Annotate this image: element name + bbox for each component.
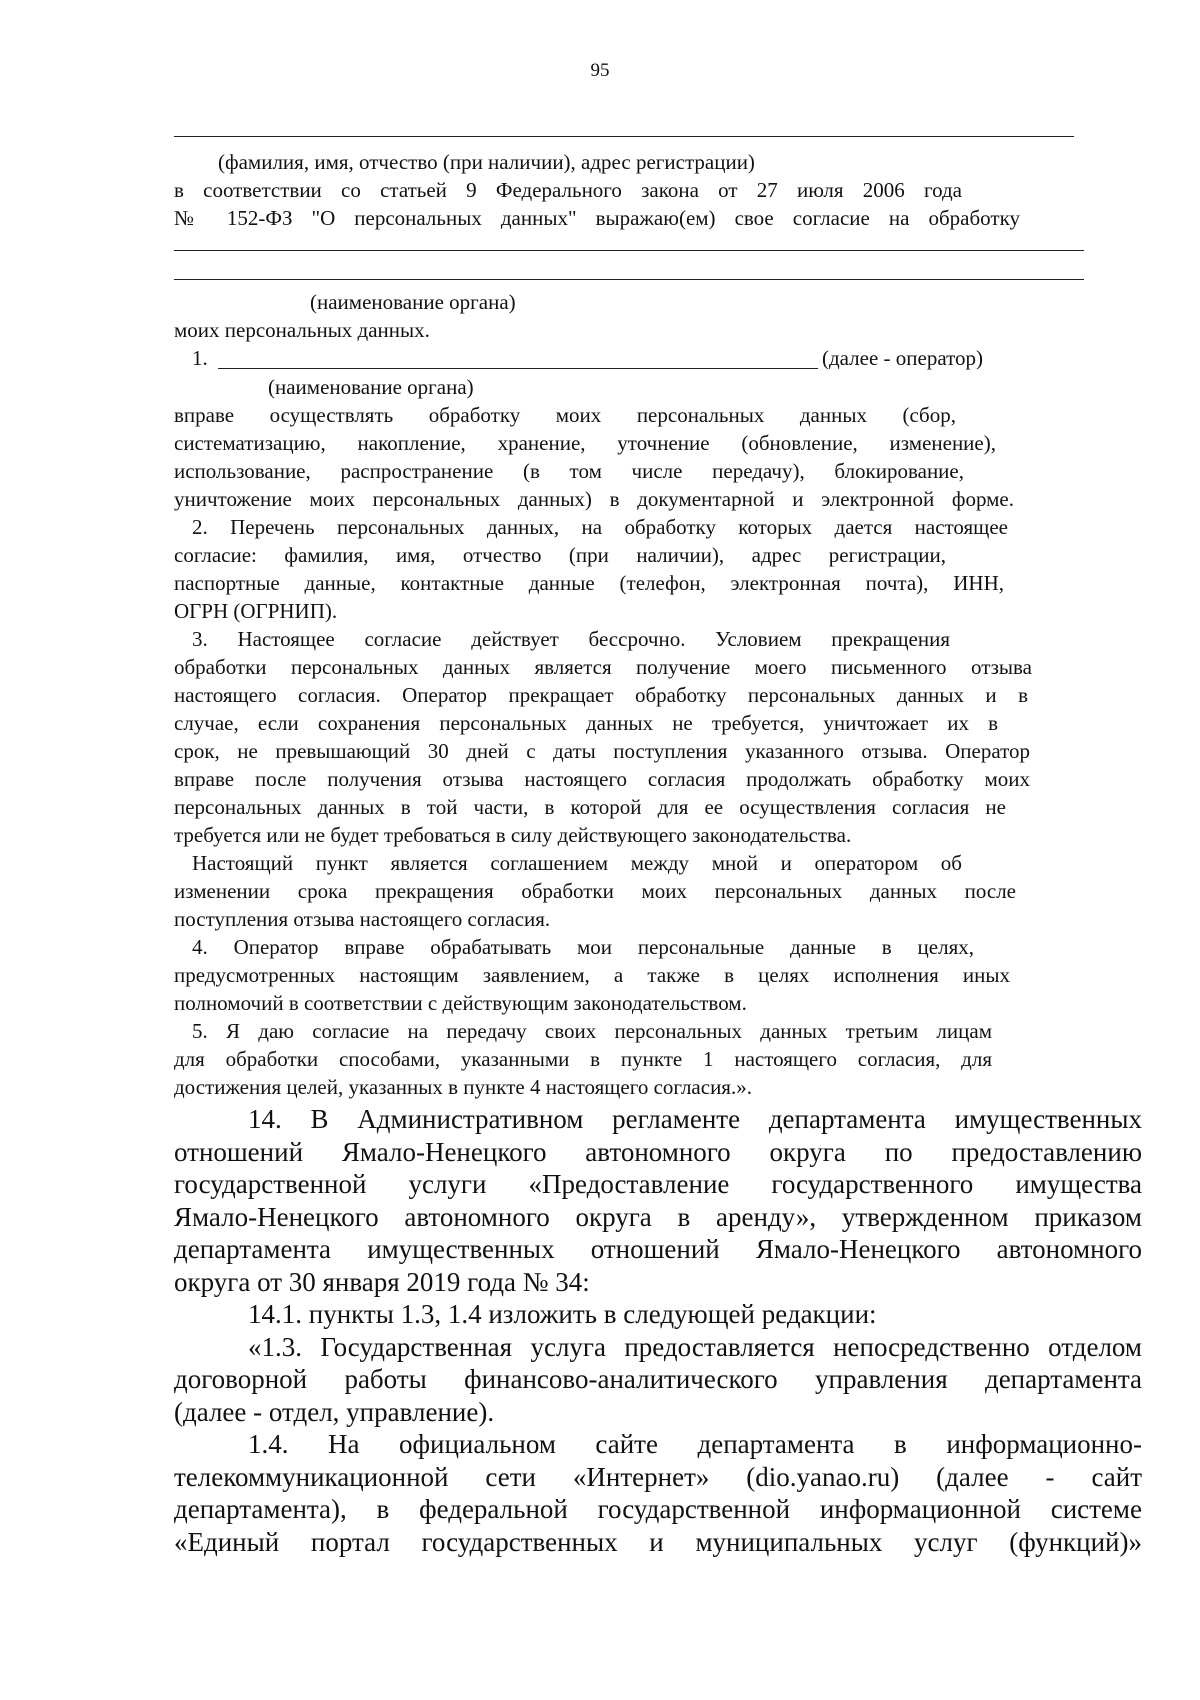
item4-line: 4. Оператор вправе обрабатывать мои персональные данные в целях, <box>192 935 974 959</box>
law-line-1: в соответствии со статьей 9 Федерального закона от 27 июля 2006 года <box>174 178 962 202</box>
item4-line: полномочий в соответствии с действующим законодательством. <box>174 991 747 1015</box>
para14-line: департамента имущественных отношений Ямало-Ненецкого автономного <box>174 1234 1142 1264</box>
amendment-body <box>174 1103 1142 1558</box>
item3-line: обработки персональных данных является получение моего письменного отзыва <box>174 655 1032 679</box>
caption-organ-2: (наименование органа) <box>268 375 474 399</box>
organ-blank-line-2 <box>174 279 1084 280</box>
para14-line: 14. В Административном регламенте департамента имущественных <box>248 1104 1142 1134</box>
para14-line: отношений Ямало-Ненецкого автономного округа по предоставлению <box>174 1136 1142 1167</box>
item5-line: 5. Я даю согласие на передачу своих персональных данных третьим лицам <box>192 1019 992 1043</box>
item3b-line: изменении срока прекращения обработки моих персональных данных после <box>174 879 1016 903</box>
item2-line: ОГРН (ОГРНИП). <box>174 599 338 623</box>
item1-line: систематизацию, накопление, хранение, уточнение (обновление, изменение), <box>174 431 996 455</box>
para14-line: государственной услуги «Предоставление государственного имущества <box>174 1169 1142 1199</box>
fio-blank-line <box>174 136 1074 137</box>
law-line-2: № 152-ФЗ "О персональных данных" выражаю(ем) свое согласие на обработку <box>174 206 1020 230</box>
caption-organ-1: (наименование органа) <box>310 290 516 314</box>
page-number: 95 <box>590 60 610 81</box>
para1-3-line: договорной работы финансово-аналитического управления департамента <box>174 1364 1142 1394</box>
item2-line: согласие: фамилия, имя, отчество (при наличии), адрес регистрации, <box>174 543 946 567</box>
para1-4-line: телекоммуникационной сети «Интернет» (dio.yanao.ru) (далее - сайт <box>174 1461 1142 1492</box>
operator-blank-line <box>218 368 818 369</box>
item5-line: для обработки способами, указанными в пункте 1 настоящего согласия, для <box>174 1047 992 1071</box>
para14-line: округа от 30 января 2019 года № 34: <box>174 1266 590 1297</box>
item1-line: уничтожение моих персональных данных) в документарной и электронной форме. <box>174 487 1014 511</box>
para1-4-line: 1.4. На официальном сайте департамента в информационно- <box>248 1429 1142 1459</box>
item1-operator: (далее - оператор) <box>822 346 984 370</box>
item3b-line: поступления отзыва настоящего согласия. <box>174 907 551 931</box>
item1-number: 1. <box>192 346 208 370</box>
my-data-text: моих персональных данных. <box>174 318 430 342</box>
consent-items <box>174 401 1032 1101</box>
item3b-line: Настоящий пункт является соглашением между мной и оператором об <box>192 851 962 875</box>
item2-line: паспортные данные, контактные данные (телефон, электронная почта), ИНН, <box>174 571 1004 595</box>
item3-line: персональных данных в той части, в которой для ее осуществления согласия не <box>174 795 1006 819</box>
item1-line: вправе осуществлять обработку моих персональных данных (сбор, <box>174 403 956 427</box>
consent-header <box>174 148 1020 232</box>
caption-fio: (фамилия, имя, отчество (при наличии), адрес регистрации) <box>218 150 755 174</box>
item3-line: 3. Настоящее согласие действует бессрочно. Условием прекращения <box>192 627 950 651</box>
para14-line: Ямало-Ненецкого автономного округа в аренду», утвержденном приказом <box>174 1201 1142 1232</box>
item4-line: предусмотренных настоящим заявлением, а также в целях исполнения иных <box>174 963 1010 987</box>
para1-3-line: (далее - отдел, управление). <box>174 1396 495 1427</box>
item1-line: использование, распространение (в том числе передачу), блокирование, <box>174 459 964 483</box>
para1-3-line: «1.3. Государственная услуга предоставляется непосредственно отделом <box>248 1331 1142 1362</box>
item5-line: достижения целей, указанных в пункте 4 настоящего согласия.». <box>174 1075 752 1099</box>
item2-line: 2. Перечень персональных данных, на обработку которых дается настоящее <box>192 515 1008 539</box>
item3-line: требуется или не будет требоваться в силу действующего законодательства. <box>174 823 852 847</box>
item3-line: настоящего согласия. Оператор прекращает обработку персональных данных и в <box>174 683 1028 707</box>
para1-4-line: департамента), в федеральной государственной информационной системе <box>174 1494 1142 1524</box>
item3-line: вправе после получения отзыва настоящего согласия продолжать обработку моих <box>174 767 1030 791</box>
item3-line: случае, если сохранения персональных данных не требуется, уничтожает их в <box>174 711 998 735</box>
organ-blank-line-1 <box>174 250 1084 251</box>
para1-4-line: «Единый портал государственных и муниципальных услуг (функций)» <box>174 1526 1142 1557</box>
para14-1: 14.1. пункты 1.3, 1.4 изложить в следующей редакции: <box>248 1299 877 1329</box>
item3-line: срок, не превышающий 30 дней с даты поступления указанного отзыва. Оператор <box>174 739 1030 763</box>
